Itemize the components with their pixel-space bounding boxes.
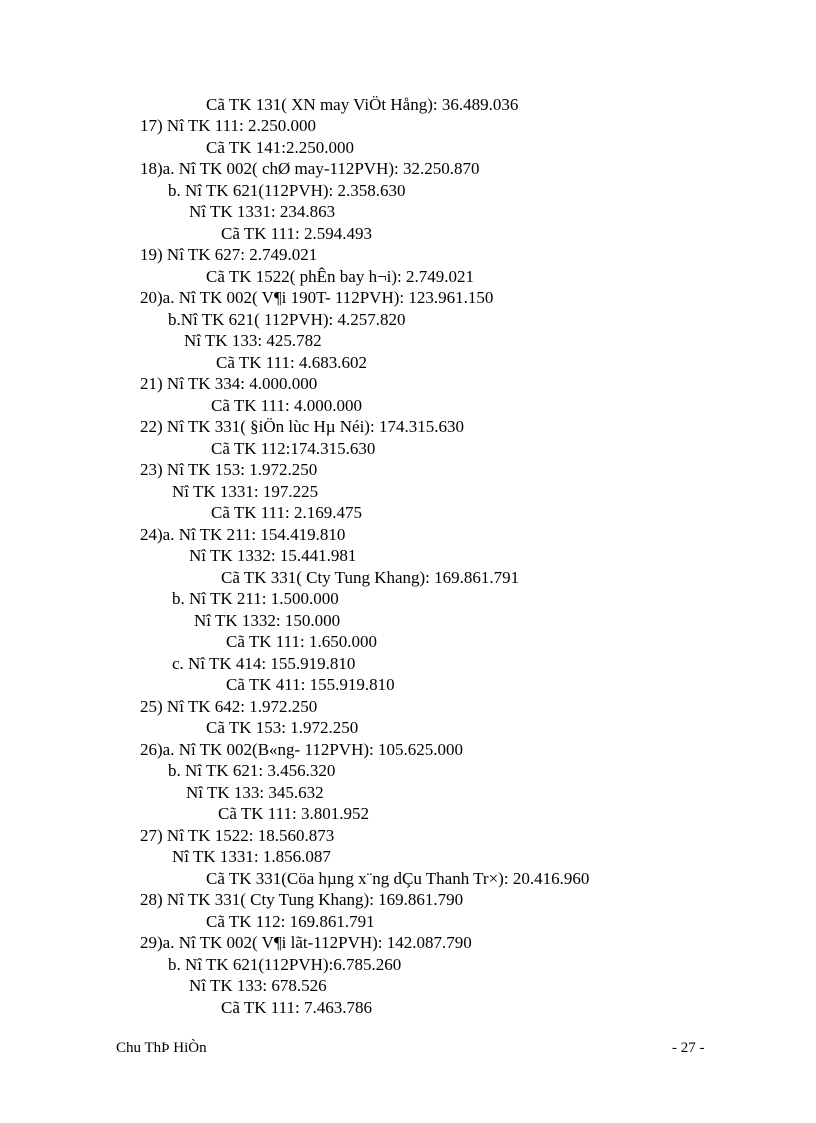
entry-line: 18)a. Nî TK 002( chØ may-112PVH): 32.250.870 bbox=[140, 159, 480, 178]
entry-line: Nî TK 1331: 234.863 bbox=[189, 202, 336, 221]
entry-line: Cã TK 111: 2.594.493 bbox=[221, 224, 372, 243]
entry-line: 25) Nî TK 642: 1.972.250 bbox=[140, 697, 318, 716]
entry-line: Cã TK 331( Cty Tung Khang): 169.861.791 bbox=[221, 568, 520, 587]
entry-line: Cã TK 111: 1.650.000 bbox=[226, 632, 377, 651]
entry-line: Cã TK 111: 3.801.952 bbox=[218, 804, 369, 823]
entry-line: Nî TK 1332: 150.000 bbox=[194, 611, 341, 630]
entry-line: Cã TK 411: 155.919.810 bbox=[226, 675, 395, 694]
entry-line: 19) Nî TK 627: 2.749.021 bbox=[140, 245, 318, 264]
entry-line: Cã TK 153: 1.972.250 bbox=[206, 718, 359, 737]
footer-author: Chu ThÞ HiÒn bbox=[116, 1040, 207, 1056]
entry-line: 28) Nî TK 331( Cty Tung Khang): 169.861.790 bbox=[140, 890, 464, 909]
entry-line: 29)a. Nî TK 002( V¶i lãt-112PVH): 142.087.790 bbox=[140, 933, 472, 952]
entry-line: 23) Nî TK 153: 1.972.250 bbox=[140, 460, 318, 479]
entry-line: 22) Nî TK 331( §iÖn lùc Hµ Néi): 174.315.630 bbox=[140, 417, 464, 436]
entry-line: b. Nî TK 621: 3.456.320 bbox=[168, 761, 336, 780]
entry-line: 21) Nî TK 334: 4.000.000 bbox=[140, 374, 318, 393]
entry-line: Cã TK 131( XN may ViÖt Hång): 36.489.036 bbox=[206, 95, 519, 114]
entry-line: c. Nî TK 414: 155.919.810 bbox=[172, 654, 356, 673]
entry-line: Cã TK 111: 4.683.602 bbox=[216, 353, 367, 372]
entry-line: Cã TK 112: 169.861.791 bbox=[206, 912, 375, 931]
entry-line: Cã TK 111: 4.000.000 bbox=[211, 396, 362, 415]
entry-line: b. Nî TK 621(112PVH):6.785.260 bbox=[168, 955, 402, 974]
entry-line: b. Nî TK 621(112PVH): 2.358.630 bbox=[168, 181, 406, 200]
entry-line: Cã TK 111: 2.169.475 bbox=[211, 503, 362, 522]
entry-line: 20)a. Nî TK 002( V¶i 190T- 112PVH): 123.961.150 bbox=[140, 288, 494, 307]
entry-line: 27) Nî TK 1522: 18.560.873 bbox=[140, 826, 335, 845]
page-number: - 27 - bbox=[672, 1040, 705, 1056]
entry-line: Cã TK 331(Cöa hµng x¨ng dÇu Thanh Tr×): 20.416.960 bbox=[206, 869, 590, 888]
entry-line: Cã TK 1522( phÊn bay h¬i): 2.749.021 bbox=[206, 267, 475, 286]
entry-line: b. Nî TK 211: 1.500.000 bbox=[172, 589, 339, 608]
entry-line: Nî TK 1331: 197.225 bbox=[172, 482, 319, 501]
entry-line: Cã TK 141:2.250.000 bbox=[206, 138, 354, 157]
entry-line: Cã TK 112:174.315.630 bbox=[211, 439, 376, 458]
entry-line: Nî TK 1332: 15.441.981 bbox=[189, 546, 357, 565]
entry-line: Nî TK 1331: 1.856.087 bbox=[172, 847, 331, 866]
entry-line: 17) Nî TK 111: 2.250.000 bbox=[140, 116, 316, 135]
entry-line: b.Nî TK 621( 112PVH): 4.257.820 bbox=[168, 310, 406, 329]
entry-line: Nî TK 133: 345.632 bbox=[186, 783, 324, 802]
entry-line: Cã TK 111: 7.463.786 bbox=[221, 998, 372, 1017]
entry-line: Nî TK 133: 678.526 bbox=[189, 976, 327, 995]
entry-line: 26)a. Nî TK 002(B«ng- 112PVH): 105.625.000 bbox=[140, 740, 463, 759]
entry-line: Nî TK 133: 425.782 bbox=[184, 331, 322, 350]
entry-line: 24)a. Nî TK 211: 154.419.810 bbox=[140, 525, 346, 544]
